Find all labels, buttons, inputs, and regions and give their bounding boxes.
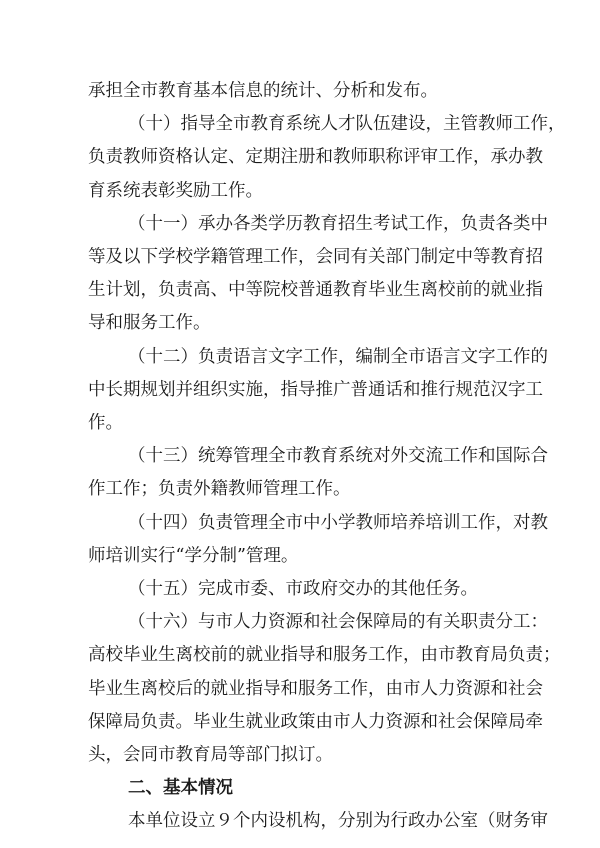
body-line: 等及以下学校学籍管理工作，会同有关部门制定中等教育招 [88,247,543,267]
body-line: 中长期规划并组织实施，指导推广普通话和推行规范汉字工 [88,380,543,400]
body-line: 作工作；负责外籍教师管理工作。 [88,479,351,499]
body-line: （十三）统筹管理全市教育系统对外交流工作和国际合 [128,446,548,466]
body-line: 头，会同市教育局等部门拟订。 [88,745,333,765]
body-line: 生计划，负责高、中等院校普通教育毕业生离校前的就业指 [88,280,543,300]
body-line: 高校毕业生离校前的就业指导和服务工作，由市教育局负责； [88,645,561,665]
body-line: 师培训实行“学分制”管理。 [88,546,299,566]
body-line: （十六）与市人力资源和社会保障局的有关职责分工： [128,612,548,632]
section-heading: 二、基本情况 [128,778,233,798]
body-line: （十）指导全市教育系统人才队伍建设，主管教师工作， [128,114,566,134]
body-line: 导和服务工作。 [88,313,211,333]
body-line: 作。 [88,413,123,433]
body-line: （十五）完成市委、市政府交办的其他任务。 [128,579,478,599]
body-line: 本单位设立９个内设机构，分别为行政办公室（财务审 [128,811,548,831]
body-line: 负责教师资格认定、定期注册和教师职称评审工作，承办教 [88,147,543,167]
body-line: （十二）负责语言文字工作，编制全市语言文字工作的 [128,347,548,367]
body-line: （十一）承办各类学历教育招生考试工作，负责各类中 [128,214,548,234]
body-line: 保障局负责。毕业生就业政策由市人力资源和社会保障局牵 [88,712,543,732]
body-line: （十四）负责管理全市中小学教师培养培训工作，对教 [128,513,548,533]
body-line: 毕业生离校后的就业指导和服务工作，由市人力资源和社会 [88,679,543,699]
body-line: 育系统表彰奖励工作。 [88,181,263,201]
body-line: 承担全市教育基本信息的统计、分析和发布。 [88,81,438,101]
